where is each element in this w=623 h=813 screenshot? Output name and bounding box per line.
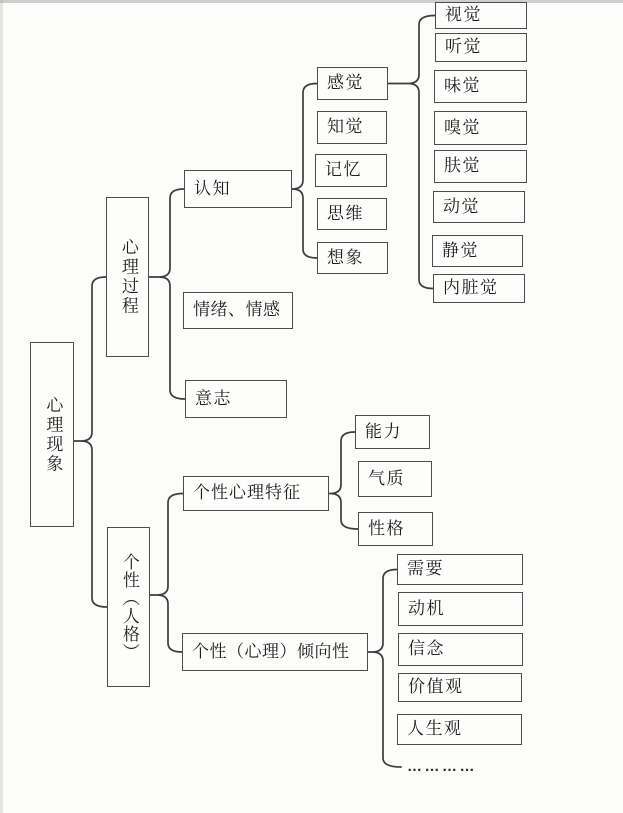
node-vision: 视觉 [435,2,527,29]
node-hearing: 听觉 [435,33,527,62]
node-process: 心理过程 [106,197,149,357]
brace-root [74,277,107,607]
node-belief: 信念 [398,633,523,666]
node-thinking: 思维 [317,198,387,230]
node-taste: 味觉 [434,70,527,103]
node-character: 性格 [358,512,433,546]
node-skin: 肤觉 [434,150,527,183]
node-need: 需要 [397,554,523,585]
node-ability: 能力 [355,415,430,449]
brace-process [149,189,185,399]
node-will: 意志 [185,380,287,418]
node-temperament: 气质 [358,461,432,497]
node-trait: 个性心理特征 [183,476,329,511]
brace-trait [329,432,358,529]
node-life-view: 人生观 [397,714,522,745]
node-sensation: 感觉 [317,67,388,100]
node-smell: 嗅觉 [434,111,527,145]
brace-sensation [388,16,435,289]
node-kinesthesia: 动觉 [433,191,525,223]
node-root: 心理现象 [30,342,74,527]
node-cognition: 认知 [184,170,292,208]
node-emotion: 情绪、情感 [183,292,293,329]
brace-cognition [292,84,317,259]
brace-personality [150,494,183,653]
node-perception: 知觉 [317,111,387,144]
node-visceral: 内脏觉 [433,274,525,303]
node-memory: 记忆 [315,154,387,187]
node-imagination: 想象 [317,242,388,274]
node-static-sense: 静觉 [432,235,523,267]
node-motivation: 动机 [398,592,523,626]
node-personality: 个性（人格） [107,527,150,687]
node-ellipsis: ………… [407,757,477,775]
node-tendency: 个性（心理）倾向性 [182,633,368,671]
node-values: 价值观 [398,673,522,702]
